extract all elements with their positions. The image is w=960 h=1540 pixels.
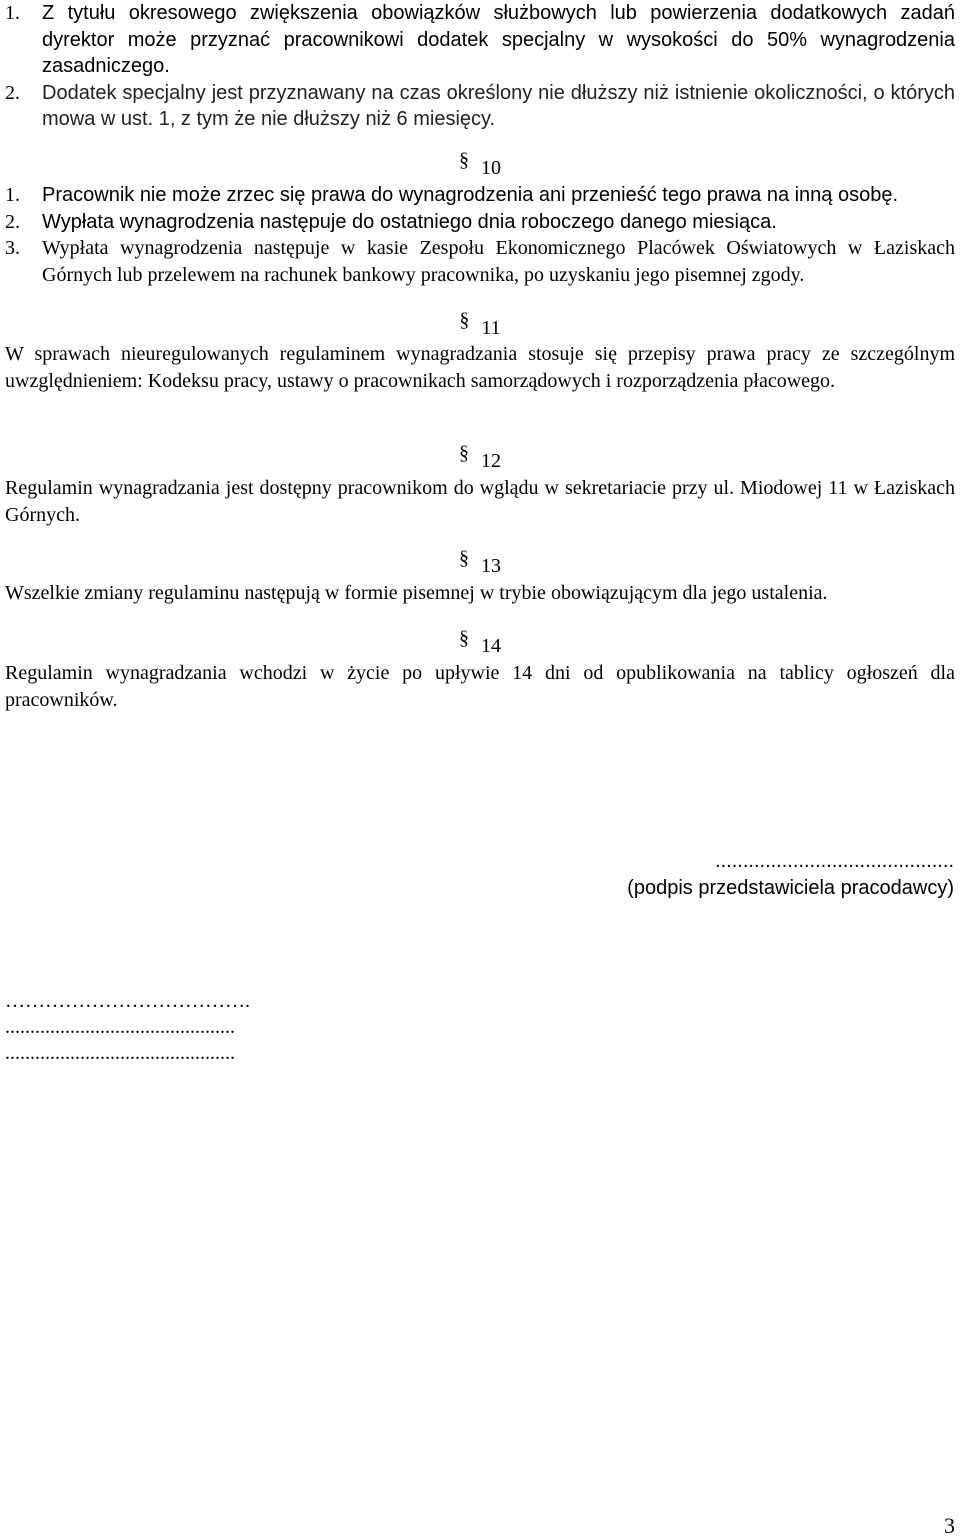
footer-line: ……………………………….	[5, 990, 250, 1012]
footer-line: ..............................................	[5, 1042, 235, 1064]
item-text: Wypłata wynagrodzenia następuje do ostatniego dnia roboczego danego miesiąca.	[42, 210, 777, 233]
item-text: Dodatek specjalny jest przyznawany na czas określony nie dłuższy niż istnienie okoliczności, o których mowa w ust. 1, z tym że nie dłuższy niż 6 miesięcy.	[42, 81, 955, 130]
paragraph-symbol: §	[459, 149, 469, 171]
section-13-text: Wszelkie zmiany regulaminu następują w formie pisemnej w trybie obowiązującym dla jego ustalenia.	[5, 582, 828, 604]
section-14-text: Regulamin wynagradzania wchodzi w życie po upływie 14 dni od opublikowania na tablicy ogłoszeń dla pracowników.	[5, 662, 955, 711]
signature-dots: ...........................................	[715, 850, 954, 872]
section-14-heading	[430, 627, 530, 660]
section-number: 12	[481, 450, 501, 472]
item-text: Wypłata wynagrodzenia następuje w kasie Zespołu Ekonomicznego Placówek Oświatowych w Łaziskach Górnych lub przelewem na rachunek bankowy pracownika, po uzyskaniu jego pisemnej zgody.	[42, 237, 955, 286]
item-number: 3.	[5, 237, 20, 259]
item-text: Z tytułu okresowego zwiększenia obowiązków służbowych lub powierzenia dodatkowych zadań dyrektor może przyznać pracownikowi dodatek specjalny w wysokości do 50% wynagrodzenia zasadniczego.	[42, 2, 955, 77]
section-number: 11	[481, 317, 501, 339]
item-number: 1.	[5, 2, 20, 24]
paragraph-symbol: §	[459, 627, 469, 649]
section-9-list	[5, 0, 955, 133]
signature-block	[627, 848, 954, 901]
section-10-list	[5, 182, 955, 288]
footer-lines	[5, 988, 250, 1066]
section-11-text: W sprawach nieuregulowanych regulaminem wynagradzania stosuje się przepisy prawa pracy ze szczególnym uwzględnieniem: Kodeksu pracy, ustawy o pracownikach samorządowych i rozporządzenia płacowego.	[5, 343, 955, 392]
signature-label: (podpis przedstawiciela pracodawcy)	[627, 876, 954, 899]
section-number: 13	[481, 555, 501, 577]
section-13-heading	[430, 547, 530, 580]
section-number: 10	[481, 157, 501, 179]
section-12-text: Regulamin wynagradzania jest dostępny pracownikom do wglądu w sekretariacie przy ul. Miodowej 11 w Łaziskach Górnych.	[5, 477, 955, 526]
footer-line: ..............................................	[5, 1016, 235, 1038]
item-number: 2.	[5, 81, 20, 104]
section-10-heading	[430, 149, 530, 182]
section-12-heading	[430, 442, 530, 475]
page-number: 3	[944, 1513, 955, 1538]
item-number: 1.	[5, 184, 20, 206]
section-number: 14	[481, 635, 501, 657]
list-item	[5, 235, 955, 288]
paragraph-symbol: §	[459, 442, 469, 464]
item-text: Pracownik nie może zrzec się prawa do wynagrodzenia ani przenieść tego prawa na inną osobę.	[42, 184, 899, 206]
paragraph-symbol: §	[459, 547, 469, 569]
list-item	[5, 182, 955, 209]
item-number: 2.	[5, 210, 20, 233]
section-11-heading	[430, 309, 530, 342]
list-item	[5, 80, 955, 133]
paragraph-symbol: §	[459, 309, 470, 331]
list-item	[5, 0, 955, 80]
list-item	[5, 209, 955, 236]
